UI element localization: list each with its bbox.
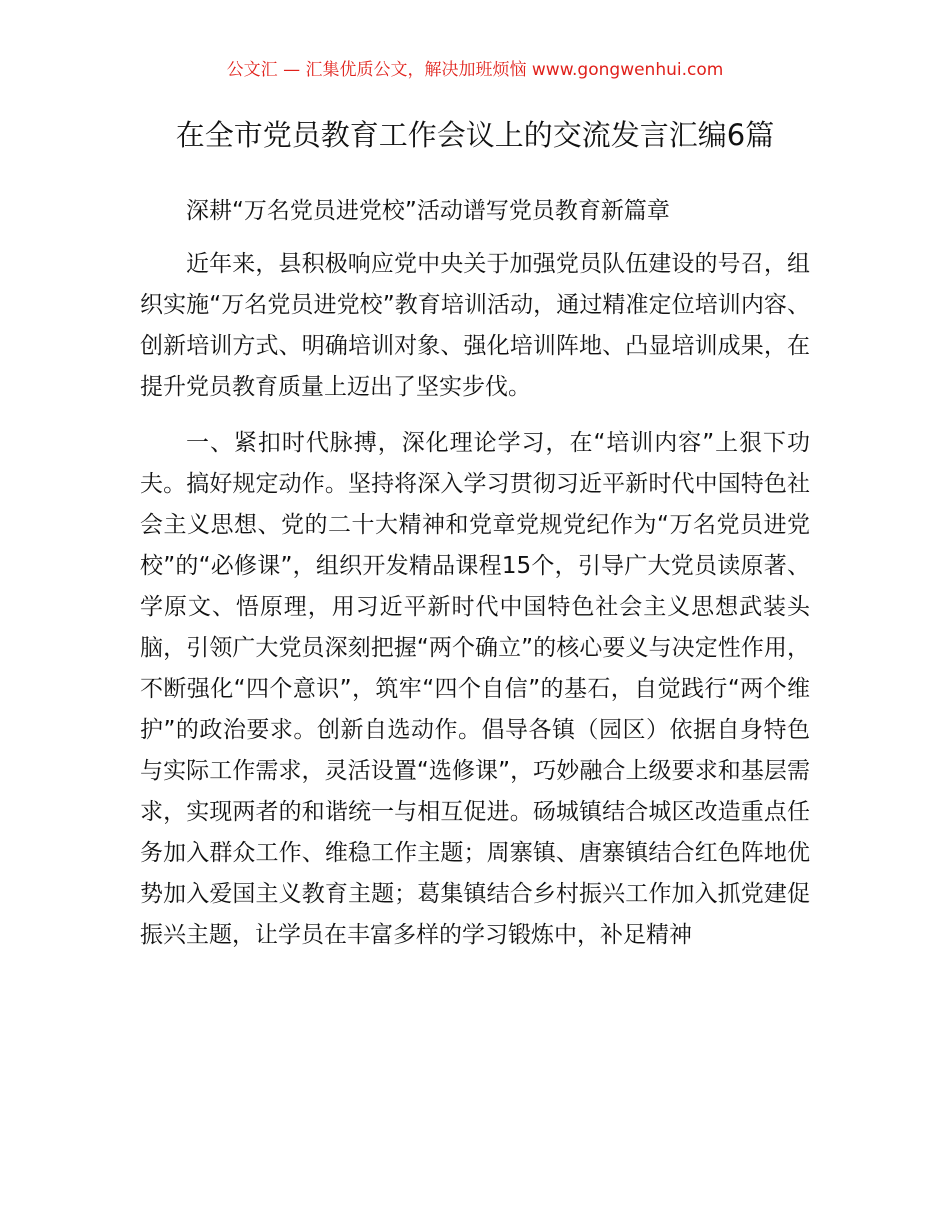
document-title: 在全市党员教育工作会议上的交流发言汇编6篇 [175,118,775,152]
header-banner: 公文汇 — 汇集优质公文，解决加班烦恼 www.gongwenhui.com [226,60,724,80]
document-body [140,190,810,971]
paragraph-intro: 近年来，县积极响应党中央关于加强党员队伍建设的号召，组织实施“万名党员进党校”教育培训活动，通过精准定位培训内容、创新培训方式、明确培训对象、强化培训阵地、凸显培训成果，在提升党员教育质量上迈出了坚实步伐。 [140,251,810,400]
document-subtitle: 深耕“万名党员进党校”活动谱写党员教育新篇章 [186,198,670,224]
paragraph-section-one: 一、紧扣时代脉搏，深化理论学习，在“培训内容”上狠下功夫。搞好规定动作。坚持将深入学习贯彻习近平新时代中国特色社会主义思想、党的二十大精神和党章党规党纪作为“万名党员进党校”的“必修课”，组织开发精品课程15个，引导广大党员读原著、学原文、悟原理，用习近平新时代中国特色社会主义思想武装头脑，引领广大党员深刻把握“两个确立”的核心要义与决定性作用，不断强化“四个意识”，筑牢“四个自信”的基石，自觉践行“两个维护”的政治要求。创新自选动作。倡导各镇（园区）依据自身特色与实际工作需求，灵活设置“选修课”，巧妙融合上级要求和基层需求，实现两者的和谐统一与相互促进。砀城镇结合城区改造重点任务加入群众工作、维稳工作主题；周寨镇、唐寨镇结合红色阵地优势加入爱国主义教育主题；葛集镇结合乡村振兴工作加入抓党建促振兴主题，让学员在丰富多样的学习锻炼中，补足精神 [140,430,810,948]
